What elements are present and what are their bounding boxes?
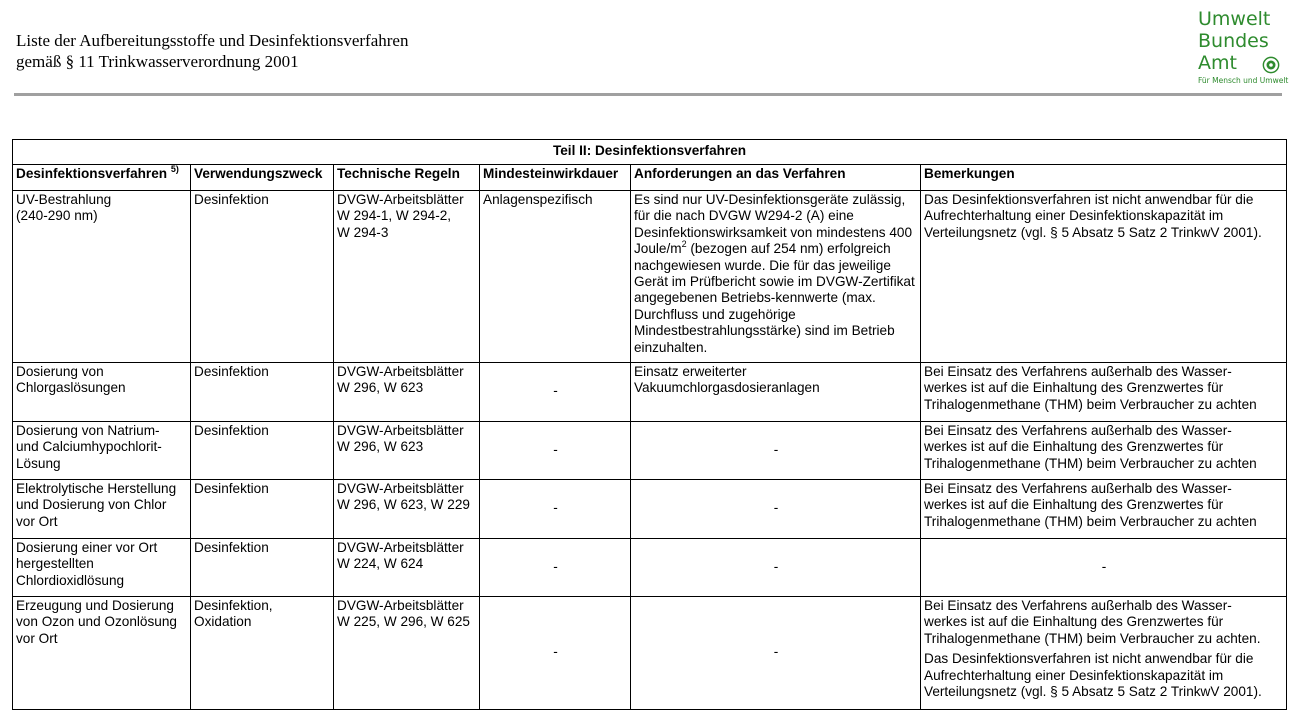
table-row bbox=[13, 191, 1287, 363]
cell-verfahren: Erzeugung und Dosierung von Ozon und Ozonlösung vor Ort bbox=[13, 597, 191, 710]
header-regeln: Technische Regeln bbox=[334, 165, 480, 191]
cell-regeln: DVGW-Arbeitsblätter W 225, W 296, W 625 bbox=[334, 597, 480, 710]
cell-regeln: DVGW-Arbeitsblätter W 296, W 623 bbox=[334, 422, 480, 480]
logo-line3: Amt bbox=[1198, 52, 1237, 74]
cell-dauer: - bbox=[480, 539, 631, 597]
table-row bbox=[13, 480, 1287, 539]
cell-zweck: Desinfektion bbox=[191, 480, 334, 539]
table-row bbox=[13, 539, 1287, 597]
cell-verfahren: Dosierung von Chlorgaslösungen bbox=[13, 363, 191, 422]
header-zweck: Verwendungszweck bbox=[191, 165, 334, 191]
bemerkungen-part-b: Das Desinfektionsverfahren ist nicht anwendbar für die Aufrechterhaltung einer Desinfektionskapazität im Verteilungsnetz (vgl. § 5 Absatz 5 Satz 2 TrinkwV 2001). bbox=[924, 651, 1262, 700]
table-row bbox=[13, 363, 1287, 422]
cell-regeln: DVGW-Arbeitsblätter W 296, W 623, W 229 bbox=[334, 480, 480, 539]
cell-verfahren: Elektrolytische Herstellung und Dosierung von Chlor vor Ort bbox=[13, 480, 191, 539]
cell-zweck: Desinfektion bbox=[191, 539, 334, 597]
cell-dauer: - bbox=[480, 597, 631, 710]
anforderungen-text-a: Es sind nur UV-Desinfektionsgeräte zulässig, für die nach DVGW W294-2 (A) eine Desinfektionswirksamkeit von mindestens 400 Joule/m bbox=[634, 192, 913, 257]
table-caption: Teil II: Desinfektionsverfahren bbox=[13, 140, 1287, 165]
cell-bemerkungen: Bei Einsatz des Verfahrens außerhalb des Wasser- werkes ist auf die Einhaltung des Grenzwertes für Trihalogenmethane (THM) beim Verbraucher zu achten bbox=[921, 422, 1287, 480]
cell-verfahren: Dosierung von Natrium- und Calciumhypochlorit- Lösung bbox=[13, 422, 191, 480]
cell-zweck: Desinfektion, Oxidation bbox=[191, 597, 334, 710]
logo-tagline: Für Mensch und Umwelt bbox=[1198, 76, 1289, 85]
cell-dauer: - bbox=[480, 480, 631, 539]
cell-verfahren: Dosierung einer vor Ort hergestellten Chlordioxidlösung bbox=[13, 539, 191, 597]
cell-bemerkungen: - bbox=[921, 539, 1287, 597]
cell-dauer: Anlagenspezifisch bbox=[480, 191, 631, 363]
cell-regeln: DVGW-Arbeitsblätter W 296, W 623 bbox=[334, 363, 480, 422]
logo-line1: Umwelt bbox=[1198, 8, 1271, 30]
header-bemerkungen: Bemerkungen bbox=[921, 165, 1287, 191]
cell-verfahren: UV-Bestrahlung (240-290 nm) bbox=[13, 191, 191, 363]
header-dauer: Mindesteinwirkdauer bbox=[480, 165, 631, 191]
table-header-row bbox=[13, 165, 1287, 191]
table-row bbox=[13, 597, 1287, 710]
logo-line2: Bundes bbox=[1198, 30, 1269, 52]
document-title-line2: gemäß § 11 Trinkwasserverordnung 2001 bbox=[16, 52, 299, 71]
un-emblem-icon bbox=[1262, 56, 1280, 74]
header-anforderungen: Anforderungen an das Verfahren bbox=[631, 165, 921, 191]
disinfection-table bbox=[12, 139, 1287, 710]
header-verfahren-footnote: 5) bbox=[170, 164, 179, 174]
cell-bemerkungen: Bei Einsatz des Verfahrens außerhalb des Wasser- werkes ist auf die Einhaltung des Grenzwertes für Trihalogenmethane (THM) beim Verbraucher zu achten bbox=[921, 480, 1287, 539]
cell-bemerkungen: Das Desinfektionsverfahren ist nicht anwendbar für die Aufrechterhaltung einer Desinfektionskapazität im Verteilungsnetz (vgl. § 5 Absatz 5 Satz 2 TrinkwV 2001). bbox=[921, 191, 1287, 363]
cell-regeln: DVGW-Arbeitsblätter W 224, W 624 bbox=[334, 539, 480, 597]
header-divider bbox=[14, 93, 1282, 96]
table-caption-row bbox=[13, 140, 1287, 165]
cell-anforderungen bbox=[631, 191, 921, 363]
cell-zweck: Desinfektion bbox=[191, 363, 334, 422]
cell-dauer: - bbox=[480, 422, 631, 480]
cell-anforderungen: - bbox=[631, 597, 921, 710]
bemerkungen-part-a: Bei Einsatz des Verfahrens außerhalb des Wasser- werkes ist auf die Einhaltung des Grenzwertes für Trihalogenmethane (THM) beim Verbraucher zu achten. bbox=[924, 598, 1261, 646]
cell-anforderungen: - bbox=[631, 480, 921, 539]
cell-anforderungen: - bbox=[631, 422, 921, 480]
cell-bemerkungen: Bei Einsatz des Verfahrens außerhalb des Wasser- werkes ist auf die Einhaltung des Grenzwertes für Trihalogenmethane (THM) beim Verbraucher zu achten bbox=[921, 363, 1287, 422]
cell-zweck: Desinfektion bbox=[191, 191, 334, 363]
anforderungen-superscript: 2 bbox=[681, 239, 687, 250]
document-title-line1: Liste der Aufbereitungsstoffe und Desinfektionsverfahren bbox=[16, 31, 409, 50]
document-title bbox=[16, 30, 408, 72]
header-verfahren-label: Desinfektionsverfahren bbox=[16, 166, 168, 181]
cell-regeln: DVGW-Arbeitsblätter W 294-1, W 294-2, W 294-3 bbox=[334, 191, 480, 363]
cell-bemerkungen bbox=[921, 597, 1287, 710]
uba-logo bbox=[1198, 8, 1298, 90]
anforderungen-text-b: (bezogen auf 254 nm) erfolgreich nachgewiesen wurde. Die für das jeweilige Gerät im Prüfbericht sowie im DVGW-Zertifikat angegebenen Betriebs-kennwerte (max. Durchfluss und zugehörige Mindestbestrahlungsstärke) sind im Betrieb einzuhalten. bbox=[634, 241, 915, 355]
header-verfahren bbox=[13, 165, 191, 191]
cell-dauer: - bbox=[480, 363, 631, 422]
cell-zweck: Desinfektion bbox=[191, 422, 334, 480]
table-row bbox=[13, 422, 1287, 480]
cell-anforderungen: Einsatz erweiterter Vakuumchlorgasdosieranlagen bbox=[631, 363, 921, 422]
cell-anforderungen: - bbox=[631, 539, 921, 597]
